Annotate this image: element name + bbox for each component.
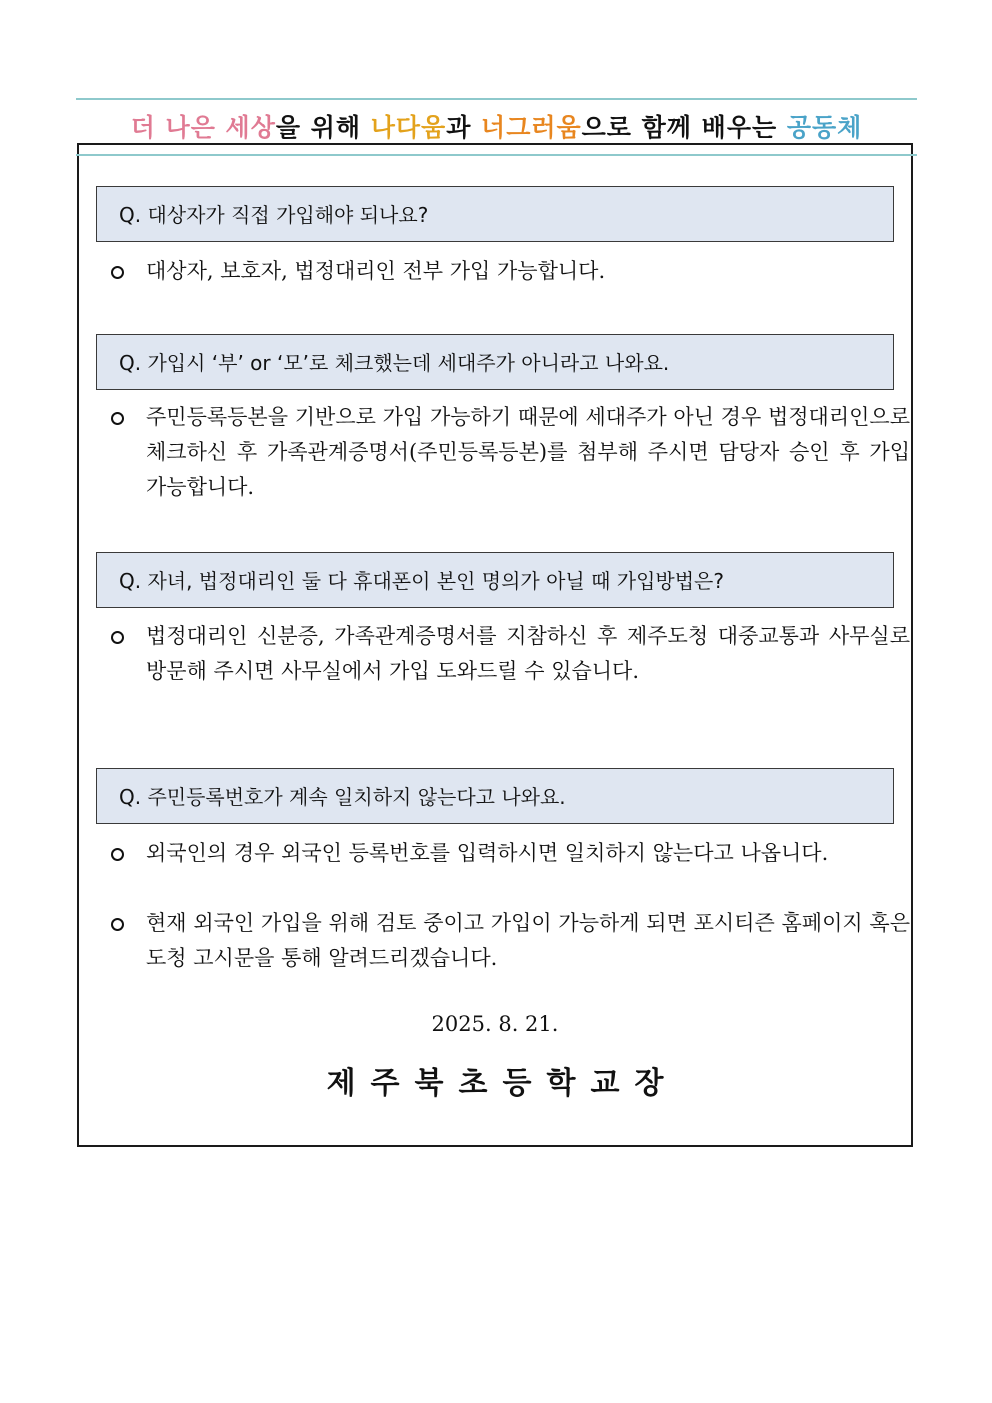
- slogan-part: 너그러움: [481, 113, 582, 142]
- slogan-part: 공동체: [786, 113, 863, 142]
- circle-bullet-icon: [111, 266, 124, 279]
- slogan-bottom-rule: [76, 154, 917, 156]
- slogan-part: 으로 함께 배우는: [581, 113, 787, 142]
- faq-answer-item: [108, 254, 910, 289]
- faq-answer-item: [108, 400, 910, 505]
- faq-answer-item: [108, 836, 910, 871]
- slogan: [76, 108, 917, 144]
- faq-answer-text: 대상자, 보호자, 법정대리인 전부 가입 가능합니다.: [146, 259, 606, 283]
- circle-bullet-icon: [111, 412, 124, 425]
- slogan-part: 과: [446, 113, 482, 142]
- faq-question-box: Q. 대상자가 직접 가입해야 되나요?: [96, 186, 894, 242]
- faq-answer-text: 주민등록등본을 기반으로 가입 가능하기 때문에 세대주가 아닌 경우 법정대리인으로 체크하신 후 가족관계증명서(주민등록등본)를 첨부해 주시면 담당자 승인 후 가입 가능합니다.: [146, 405, 910, 499]
- faq-answer-text: 법정대리인 신분증, 가족관계증명서를 지참하신 후 제주도청 대중교통과 사무실로 방문해 주시면 사무실에서 가입 도와드릴 수 있습니다.: [146, 624, 910, 683]
- faq-question-box: Q. 가입시 ‘부’ or ‘모’로 체크했는데 세대주가 아니라고 나와요.: [96, 334, 894, 390]
- slogan-part: 나다움: [370, 113, 447, 142]
- faq-answer-text: 현재 외국인 가입을 위해 검토 중이고 가입이 가능하게 되면 포시티즌 홈페이지 혹은 도청 고시문을 통해 알려드리겠습니다.: [146, 911, 910, 970]
- circle-bullet-icon: [111, 631, 124, 644]
- issue-date: 2025. 8. 21.: [431, 1012, 559, 1036]
- faq-question-box: Q. 주민등록번호가 계속 일치하지 않는다고 나와요.: [96, 768, 894, 824]
- slogan-part: 더 나은 세상: [130, 113, 276, 142]
- faq-question-box: Q. 자녀, 법정대리인 둘 다 휴대폰이 본인 명의가 아닐 때 가입방법은?: [96, 552, 894, 608]
- slogan-top-rule: [76, 98, 917, 100]
- slogan-part: 을 위해: [275, 113, 371, 142]
- signer-name: 제주북초등학교장: [326, 1066, 679, 1101]
- circle-bullet-icon: [111, 848, 124, 861]
- faq-answer-item: [108, 619, 910, 689]
- faq-answer-text: 외국인의 경우 외국인 등록번호를 입력하시면 일치하지 않는다고 나옵니다.: [146, 841, 829, 865]
- circle-bullet-icon: [111, 918, 124, 931]
- faq-answer-item: [108, 906, 910, 976]
